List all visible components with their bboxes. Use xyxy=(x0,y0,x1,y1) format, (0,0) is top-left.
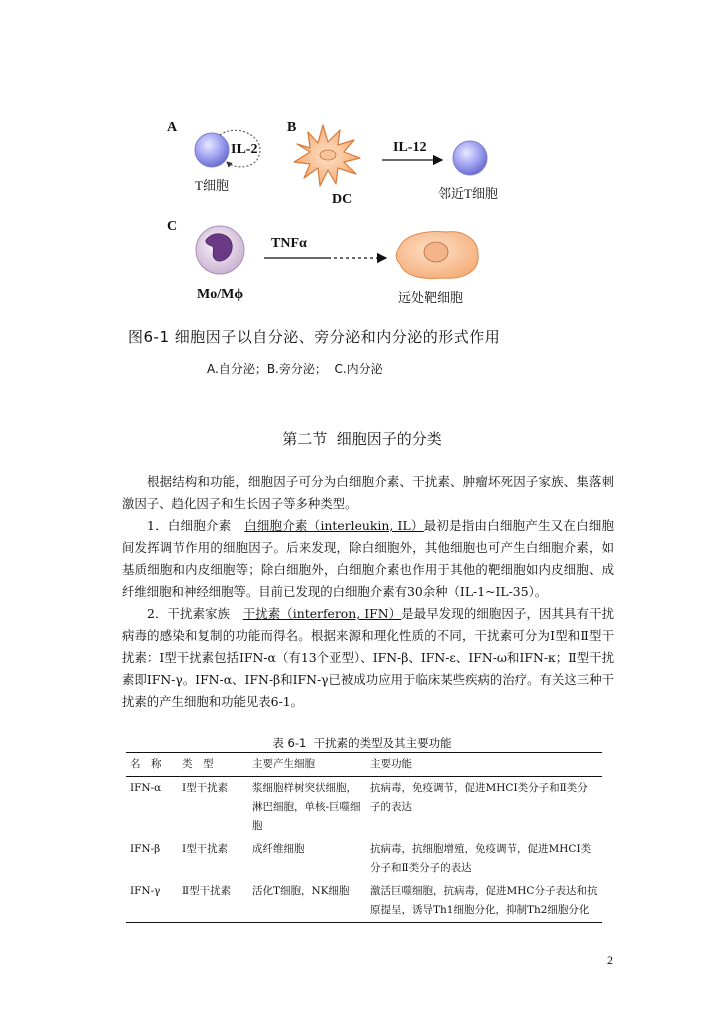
table-row xyxy=(126,880,602,923)
table-header-cell: 主要功能 xyxy=(370,758,412,770)
table-header-cell: 名 称 xyxy=(130,758,162,770)
panel-c-letter: C xyxy=(167,219,178,234)
il-body: 最初是指由白细胞产生又在白细胞间发挥调节作用的细胞因子。后来发现，除白细胞外，其他细胞也可产生白细胞介素，如基质细胞和内皮细胞等；除白细胞外，白细胞介素也作用于其他的靶细胞如内皮细胞、成纤维细胞和神经细胞等。目前已发现的白细胞介素有30余种（IL-1~IL-35）。 xyxy=(122,518,615,599)
table-cell-func: 抗病毒，免疫调节，促进MHCⅠ类分子和Ⅱ类分子的表达 xyxy=(370,782,588,813)
ifn-body: 是最早发现的细胞因子，因其具有干扰病毒的感染和复制的功能而得名。根据来源和理化性质的不同，干扰素可分为Ⅰ型和Ⅱ型干扰素：Ⅰ型干扰素包括IFN-α（有13个亚型）、IFN-β、IFN-ε、IFN-ω和IFN-κ；Ⅱ型干扰素即IFN-γ。IFN-α、IFN-β和IFN-γ已被成功应用于临床某些疾病的治疗。有关这三种干扰素的产生细胞和功能见表6-1。 xyxy=(122,606,615,709)
il-paragraph xyxy=(122,515,614,603)
table-header-cell: 主要产生细胞 xyxy=(252,758,315,770)
page-number: 2 xyxy=(607,953,613,967)
panel-c-macrophage xyxy=(196,226,244,274)
table-cell-cells: 浆细胞样树突状细胞，淋巴细胞，单核-巨噬细胞 xyxy=(252,782,361,832)
il-term: 白细胞介素（interleukin, IL） xyxy=(244,518,424,533)
section-title: 第二节 细胞因子的分类 xyxy=(282,430,442,448)
panel-b-neighbor-t-cell xyxy=(453,141,487,175)
panel-b-target-label: 邻近T细胞 xyxy=(438,186,498,201)
table-header-row xyxy=(126,753,602,777)
table-header-cell: 类 型 xyxy=(182,758,214,770)
panel-b-dc-label: DC xyxy=(332,192,353,207)
table-cell-type: Ⅰ型干扰素 xyxy=(182,782,229,794)
table-cell-cells: 活化T细胞，NK细胞 xyxy=(252,885,350,897)
table-cell-func: 抗病毒，抗细胞增殖，免疫调节，促进MHCⅠ类分子和Ⅱ类分子的表达 xyxy=(370,843,592,874)
panel-a-il2-label: IL-2 xyxy=(231,142,258,157)
ifn-table xyxy=(126,752,602,923)
ifn-heading: 2．干扰素家族 xyxy=(147,606,231,621)
panel-b-il12-label: IL-12 xyxy=(393,140,427,155)
ifn-term: 干扰素（interferon, IFN） xyxy=(242,606,402,621)
il-heading: 1．白细胞介素 xyxy=(147,518,232,533)
panel-a-cell-label: T细胞 xyxy=(195,178,229,193)
panel-b-dc-cell xyxy=(294,125,360,186)
table-cell-type: Ⅰ型干扰素 xyxy=(182,843,229,855)
table-cell-name: IFN-α xyxy=(130,782,162,794)
table-cell-cells: 成纤维细胞 xyxy=(252,843,305,855)
body-text xyxy=(122,471,614,713)
ifn-paragraph xyxy=(122,603,614,713)
intro-paragraph: 根据结构和功能，细胞因子可分为白细胞介素、干扰素、肿瘤坏死因子家族、集落刺激因子、趋化因子和生长因子等多种类型。 xyxy=(122,474,614,511)
table-cell-type: Ⅱ型干扰素 xyxy=(182,885,232,897)
table-cell-name: IFN-γ xyxy=(130,885,161,897)
panel-b-letter: B xyxy=(287,120,297,135)
panel-c-target-label: 远处靶细胞 xyxy=(398,290,464,305)
table-cell-name: IFN-β xyxy=(130,843,161,855)
table-row xyxy=(126,777,602,839)
figure-drawing xyxy=(160,110,560,310)
panel-a-letter: A xyxy=(167,120,178,135)
figure-caption: 图6-1 细胞因子以自分泌、旁分泌和内分泌的形式作用 xyxy=(128,328,501,346)
panel-c-distant-target-cell xyxy=(396,232,478,279)
panel-c-cell-label: Mo/Mϕ xyxy=(197,287,244,302)
panel-c-tnf-label: TNFα xyxy=(271,236,307,251)
figure-subcaption: A.自分泌；B.旁分泌； C.内分泌 xyxy=(207,362,383,376)
table-cell-func: 激活巨噬细胞，抗病毒，促进MHC分子表达和抗原提呈，诱导Th1细胞分化，抑制Th2细胞分化 xyxy=(370,885,598,916)
table-title: 表 6-1 干扰素的类型及其主要功能 xyxy=(272,736,452,750)
table-row xyxy=(126,838,602,880)
